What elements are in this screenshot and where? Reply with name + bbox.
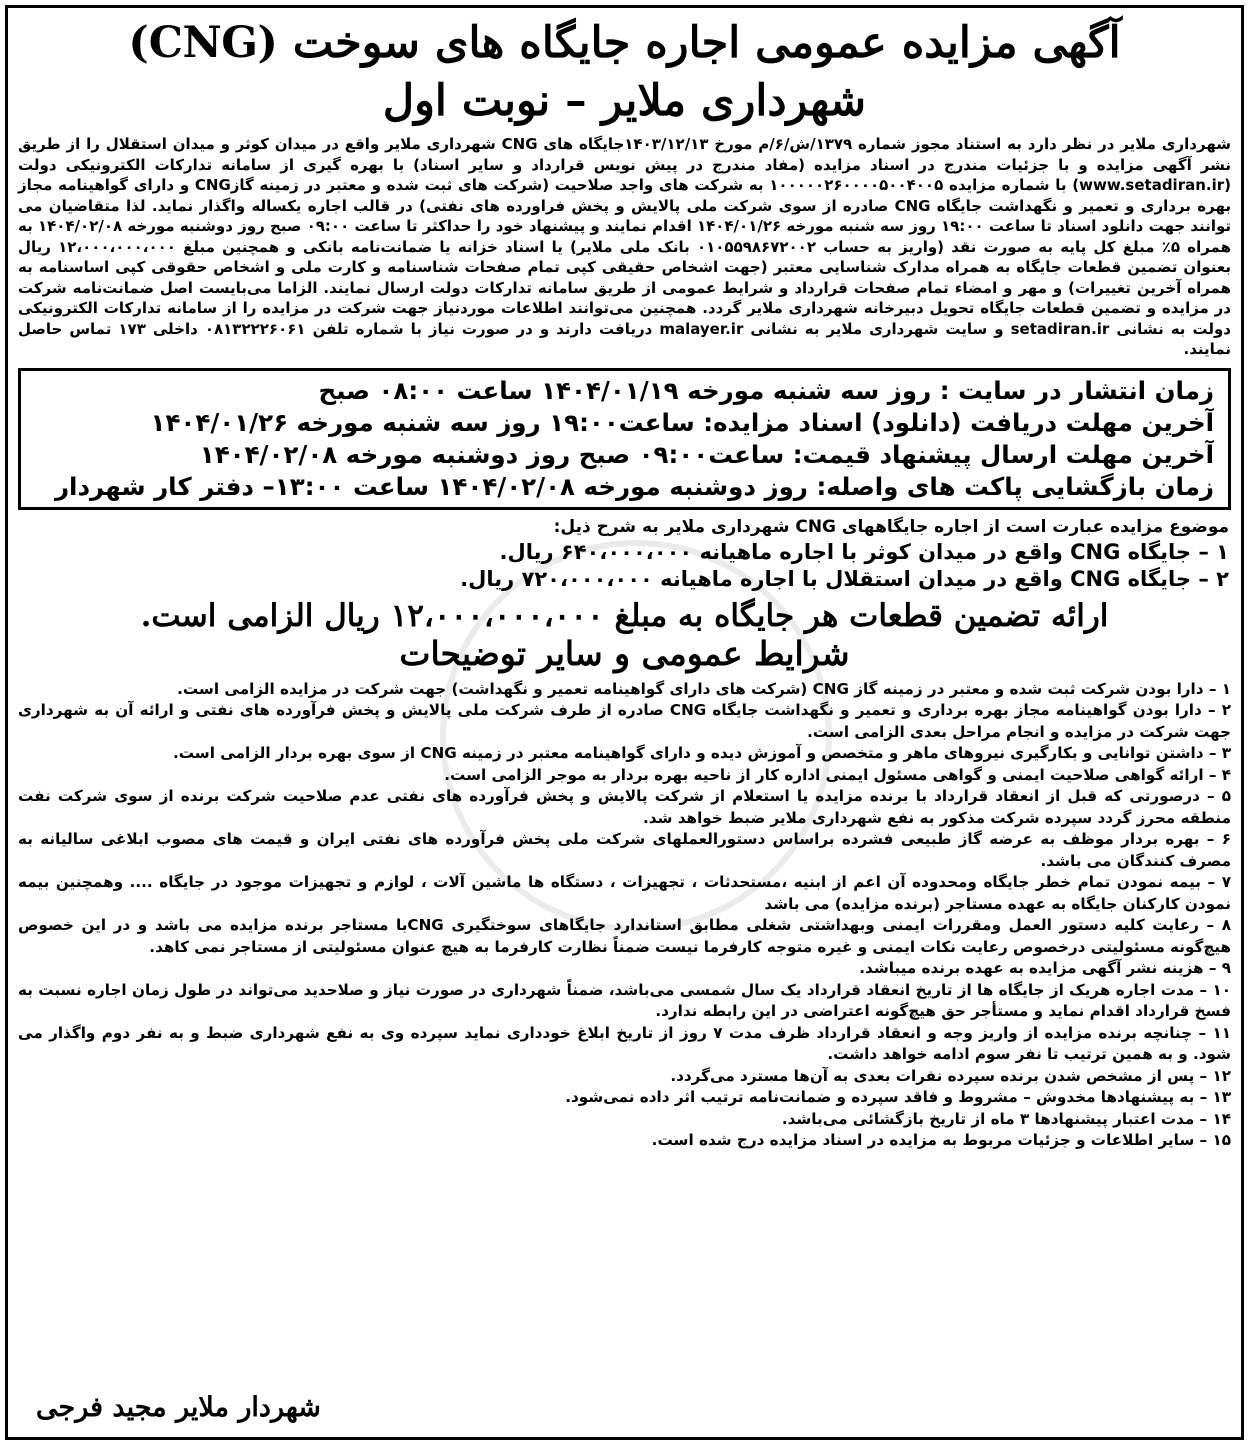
condition-item: ۶ – بهره بردار موظف به عرضه گاز طبیعی فشرده براساس دستورالعملهای شرکت ملی پخش فرآورده های نفتی ایران و قیمت های مصوب ابلاغی سالیانه به مصرف کنندگان می باشد. — [18, 830, 1231, 870]
condition-item: ۱۴ – مدت اعتبار پیشنهادها ۳ ماه از تاریخ بازگشائی می‌باشد. — [781, 1109, 1231, 1128]
guarantee-statement: ارائه تضمین قطعات هر جایگاه به مبلغ ۱۲،۰۰۰،۰۰۰،۰۰۰ ریال الزامی است. — [140, 597, 1109, 634]
page-subtitle: شهرداری ملایر – نوبت اول — [382, 76, 867, 126]
subject-item: ۲ – جایگاه CNG واقع در میدان استقلال با اجاره ماهیانه ۷۲۰،۰۰۰،۰۰۰ ریال. — [460, 566, 1229, 591]
conditions-list — [18, 679, 1231, 1152]
subject-section — [18, 516, 1229, 593]
condition-item: ۱۰ – مدت اجاره هریک از جایگاه ها از تاریخ انعقاد قرارداد یک سال شمسی می‌باشد، ضمناً شهرداری در صورت نیاز و صلاحدید می‌تواند در طول زمان اجاره نسبت به فسخ قرارداد اقدام نماید و مستأجر حق هیچ‌گونه اعتراضی در این رابطه ندارد. — [18, 980, 1231, 1020]
date-publish: زمان انتشار در سایت : روز سه شنبه مورخه ۱۴۰۴/۰۱/۱۹ ساعت ۰۸:۰۰ صبح — [318, 375, 1214, 405]
intro-paragraph: شهرداری ملایر در نظر دارد به استناد مجوز شماره ۱۳۷۹/ش/۶/م مورخ ۱۴۰۳/۱۲/۱۳جایگاه های CNG شهرداری ملایر واقع در میدان کوثر و میدان استقلال را از طریق نشر آگهی مزایده و با جزئیات مندرج در اسناد مزایده (مفاد مندرج در پیش نویس قرارداد و سایر اسناد) با بهره گیری از سامانه تدارکات الکترونیکی دولت (www.setadiran.ir) با شماره مزایده ۱۰۰۰۰۰۲۶۰۰۰۰۵۰۰۴۰۰۵ به شرکت های واجد صلاحیت (شرکت های ثبت شده و معتبر در زمینه گازCNG و دارای گواهینامه مجاز بهره برداری و تعمیر و نگهداشت جایگاه CNG صادره از سوی شرکت ملی پالایش و پخش فراورده های نفتی) در قالب اجاره یکساله واگذار نماید. لذا متقاضیان می توانند جهت دانلود اسناد تا ساعت ۱۹:۰۰ روز سه شنبه مورخه ۱۴۰۴/۰۱/۲۶ اقدام نمایند و پیشنهاد خود را حداکثر تا ساعت ۰۹:۰۰ صبح روز دوشنبه مورخه ۱۴۰۴/۰۲/۰۸ به همراه ۵٪ مبلغ کل پایه به صورت نقد (واریز به حساب ۰۱۰۵۵۹۸۶۷۲۰۰۲ بانک ملی ملایر) یا اسناد خزانه یا ضمانت‌نامه بانکی و همچنین مبلغ ۱۲،۰۰۰،۰۰۰،۰۰۰ ریال بعنوان تضمین قطعات جایگاه به همراه مدارک شناسایی معتبر (جهت اشخاص حقیقی کپی تمام صفحات شناسنامه و کارت ملی و اشخاص حقوقی کپی اساسنامه به همراه آخرین تغییرات) و مهر و امضاء تمام صفحات قرارداد و شرایط عمومی از طریق سامانه تدارکات دولت ارسال نمایند. الزاما می‌بایست اصل ضمانت‌نامه شرکت در مزایده و تضمین قطعات جایگاه تحویل دبیرخانه شهرداری ملایر گردد. همچنین می‌توانند اطلاعات موردنیاز جهت شرکت در مزایده را از سامانه تدارکات الکترونیکی دولت به نشانی setadiran.ir و سایت شهرداری ملایر به نشانی malayer.ir دریافت دارند و در صورت نیاز با شماره تلفن ۰۸۱۳۲۲۲۶۰۶۱ داخلی ۱۷۳ تماس حاصل نمایند. — [17, 135, 1231, 358]
date-offer-deadline: آخرین مهلت ارسال پیشنهاد قیمت: ساعت۰۹:۰۰ صبح روز دوشنبه مورخه ۱۴۰۴/۰۲/۰۸ — [199, 439, 1214, 469]
condition-item: ۱۵ – سایر اطلاعات و جزئیات مربوط به مزایده در اسناد مزایده درج شده است. — [651, 1131, 1231, 1149]
condition-item: ۳ – داشتن توانایی و بکارگیری نیروهای ماهر و متخصص و آموزش دیده و دارای گواهینامه معتبر در زمینه CNG از سوی بهره بردار الزامی است. — [172, 744, 1231, 762]
condition-item: ۱۲ – پس از مشخص شدن برنده سپرده نفرات بعدی به آن‌ها مسترد می‌گردد. — [670, 1066, 1231, 1085]
subject-item: ۱ – جایگاه CNG واقع در میدان کوثر با اجاره ماهیانه ۶۴۰،۰۰۰،۰۰۰ ریال. — [499, 539, 1229, 564]
condition-item: ۱۳ – به پیشنهادها مخدوش – مشروط و فاقد سپرده و ضمانت‌نامه ترتیب اثر داده نمی‌شود. — [565, 1088, 1231, 1106]
condition-item: ۵ – درصورتی که قبل از انعقاد قرارداد با برنده مزایده یا استعلام از شرکت پالایش و پخش فرآورده های نفتی عدم صلاحیت شرکت برنده از سوی شرکت نفت منطقه محرز گردد سپرده شرکت مذکور به نفع شهرداری ملایر ضبط خواهد شد. — [18, 787, 1231, 827]
condition-item: ۸ – رعایت کلیه دستور العمل ومقررات ایمنی وبهداشتی شغلی مطابق استاندارد جایگاهای سوختگیری CNGبا مستاجر برنده مزایده می باشد و در این خصوص هیچ‌گونه مسئولیتی درخصوص رعایت نکات ایمنی و غیره متوجه کارفرما نیست ضمناً نظارت کارفرما به هیچ عنوان مسئولیتی از مستاجر نمی کاهد. — [18, 916, 1231, 956]
condition-item: ۲ – دارا بودن گواهینامه مجاز بهره برداری و تعمیر و نگهداشت جایگاه CNG صادره از طرف شرکت ملی پالایش و پخش فرآورده های نفتی و ارائه آن به شهرداری جهت شرکت در مزایده و انجام مراحل بعدی الزامی است. — [18, 701, 1231, 741]
subject-heading: موضوع مزایده عبارت است از اجاره جایگاههای CNG شهرداری ملایر به شرح ذیل: — [553, 516, 1229, 537]
notice-frame — [5, 5, 1244, 1440]
conditions-heading: شرایط عمومی و سایر توضیحات — [399, 633, 850, 673]
date-opening: زمان بازگشایی پاکت های واصله: روز دوشنبه مورخه ۱۴۰۴/۰۲/۰۸ ساعت ۱۳:۰۰– دفتر کار شهردار — [54, 471, 1214, 501]
dates-box — [18, 368, 1231, 510]
condition-item: ۴ – ارائه گواهی صلاحیت ایمنی و گواهی مسئول ایمنی اداره کار از ناحیه بهره بردار به موجر الزامی است. — [444, 765, 1231, 784]
condition-item: ۱۱ – چنانچه برنده مزایده از واریز وجه و انعقاد قرارداد ظرف مدت ۷ روز از تاریخ ابلاغ خودداری نماید سپرده وی به نفع شهرداری ضبط و به نفر دوم واگذار می شود. و به همین ترتیب تا نفر سوم ادامه خواهد داشت. — [18, 1023, 1231, 1063]
condition-item: ۱ – دارا بودن شرکت ثبت شده و معتبر در زمینه گاز CNG (شرکت های دارای گواهینامه تعمیر و نگهداشت) جهت شرکت در مزایده الزامی است. — [177, 679, 1231, 698]
page-title: آگهی مزایده عمومی اجاره جایگاه های سوخت (CNG) — [128, 18, 1121, 68]
condition-item: ۷ – بیمه نمودن تمام خطر جایگاه ومحدوده آن اعم از ابنیه ،مستحدثات ، تجهیزات ، دستگاه ها ماشین آلات ، لوازم و تجهیزات موجود در جایگاه .... وهمچنین بیمه نمودن کارکنان جایگاه به عهده مستاجر (برنده مزایده) می باشد — [18, 873, 1231, 913]
signature: شهردار ملایر مجید فرجی — [36, 1392, 321, 1423]
condition-item: ۹ – هزینه نشر آگهی مزایده به عهده برنده میباشد. — [859, 959, 1231, 977]
date-download-deadline: آخرین مهلت دریافت (دانلود) اسناد مزایده: ساعت۱۹:۰۰ روز سه شنبه مورخه ۱۴۰۴/۰۱/۲۶ — [150, 407, 1214, 437]
